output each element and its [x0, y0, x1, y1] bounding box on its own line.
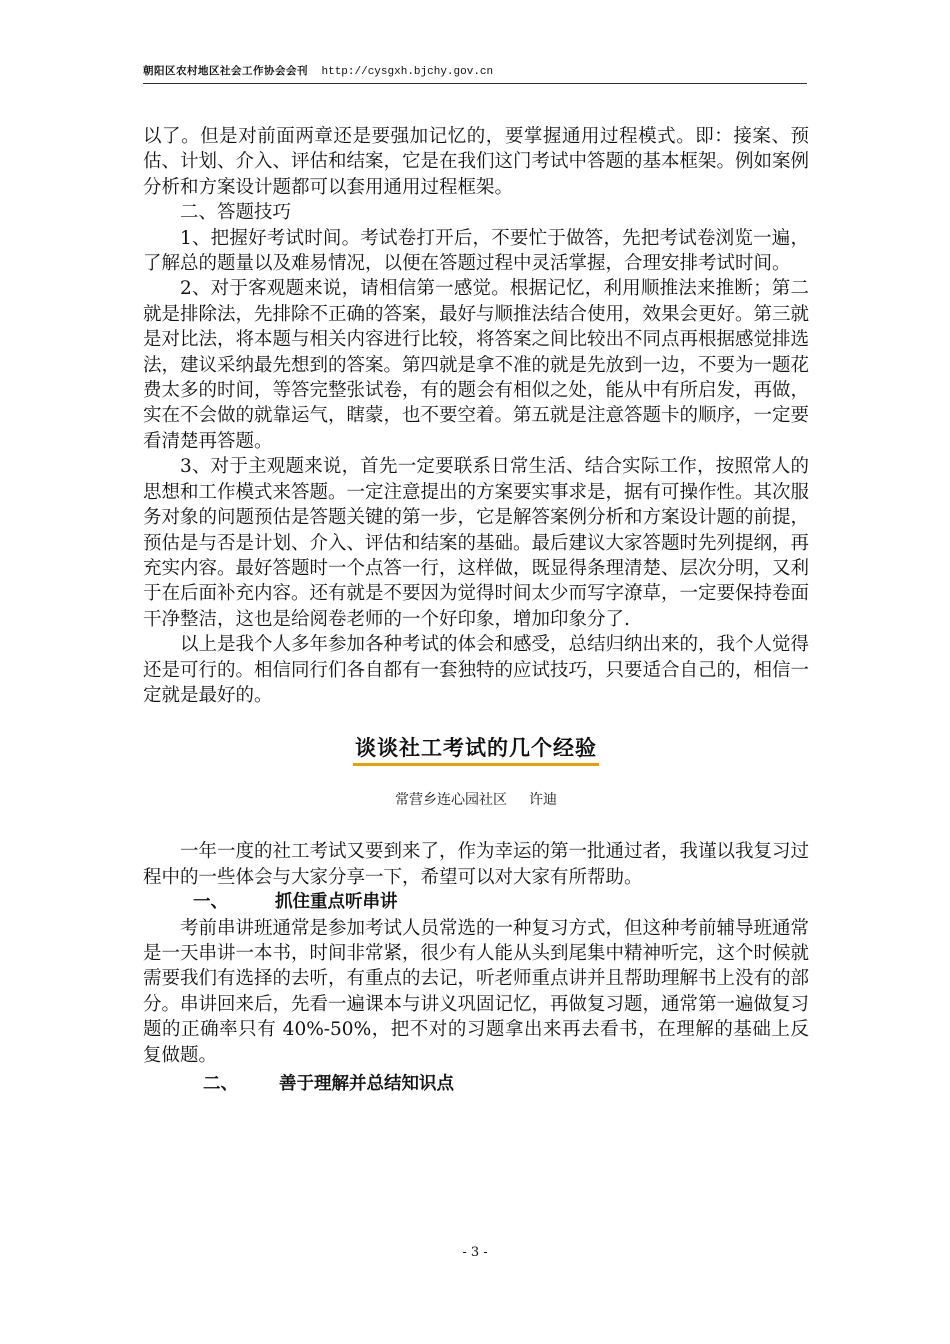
- page-number: - 3 -: [462, 1245, 488, 1260]
- header-org-name: 朝阳区农村地区社会工作协会会刊: [143, 65, 308, 77]
- tip-paragraph-1: 1、把握好考试时间。考试卷打开后，不要忙于做答，先把考试卷浏览一遍，了解总的题量以及难易情况，以便在答题过程中灵活掌握，合理安排考试时间。: [143, 227, 809, 275]
- article-title: 谈谈社工考试的几个经验: [353, 735, 599, 766]
- article-byline: [143, 790, 809, 810]
- document-body: [143, 124, 809, 1097]
- section-title-2: 善于理解并总结知识点: [279, 1074, 454, 1094]
- section-number-1: 一、: [193, 892, 228, 913]
- section-number-2: 二、: [203, 1074, 238, 1094]
- subheading-answer-tips: 二、答题技巧: [180, 202, 292, 224]
- section-title-1: 抓住重点听串讲: [275, 892, 398, 913]
- tip-paragraph-2: 2、对于客观题来说，请相信第一感觉。根据记忆，利用顺推法来推断；第二就是排除法，先排除不正确的答案，最好与顺推法结合使用，效果会更好。第三就是对比法，将本题与相关内容进行比较，将答案之间比较出不同点再根据感觉排选法，建议采纳最先想到的答案。第四就是拿不准的就是先放到一边，不要为一题花费太多的时间，等答完整张试卷，有的题会有相似之处，能从中有所启发，再做，实在不会做的就靠运气，瞎蒙，也不要空着。第五就是注意答题卡的顺序，一定要看清楚再答题。: [143, 278, 810, 452]
- summary-paragraph: 以上是我个人多年参加各种考试的体会和感受，总结归纳出来的，我个人觉得还是可行的。相信同行们各自都有一套独特的应试技巧，只要适合自己的，相信一定就是最好的。: [143, 634, 810, 706]
- byline-author: 许迪: [529, 792, 557, 809]
- tip-paragraph-3: 3、对于主观题来说，首先一定要联系日常生活、结合实际工作，按照常人的思想和工作模式来答题。一定注意提出的方案要实事求是，据有可操作性。其次服务对象的问题预估是答题关键的第一步，它是解答案例分析和方案设计题的前提，预估是与否是计划、介入、评估和结案的基础。最后建议大家答题时先列提纲，再充实内容。最好答题时一个点答一行，这样做，既显得条理清楚、层次分明，又利于在后面补充内容。还有就是不要因为觉得时间太少而写字潦草，一定要保持卷面干净整洁，这也是给阅卷老师的一个好印象，增加印象分了.: [143, 456, 810, 630]
- article-intro: 一年一度的社工考试又要到来了，作为幸运的第一批通过者，我谨以我复习过程中的一些体会与大家分享一下，希望可以对大家有所帮助。: [143, 841, 810, 888]
- section-heading-2: [143, 1072, 809, 1097]
- article-title-container: [143, 735, 809, 769]
- continued-paragraph: 以了。但是对前面两章还是要强加记忆的，要掌握通用过程模式。即：接案、预估、计划、介入、评估和结案，它是在我们这门考试中答题的基本框架。例如案例分析和方案设计题都可以套用通用过程框架。: [143, 126, 810, 198]
- header-url[interactable]: http://cysgxh.bjchy.gov.cn: [321, 66, 494, 78]
- byline-organization: 常营乡连心园社区: [395, 792, 507, 809]
- section-body-1: 考前串讲班通常是参加考试人员常选的一种复习方式，但这种考前辅导班通常是一天串讲一本书，时间非常紧，很少有人能从头到尾集中精神听完，这个时候就需要我们有选择的去听，有重点的去记，听老师重点讲并且帮助理解书上没有的部分。串讲回来后，先看一遍课本与讲义巩固记忆，再做复习题，通常第一遍做复习题的正确率只有 40%-50%，把不对的习题拿出来再去看书，在理解的基础上反复做题。: [143, 917, 810, 1066]
- section-heading-1: [143, 890, 809, 915]
- page-header: [143, 63, 807, 84]
